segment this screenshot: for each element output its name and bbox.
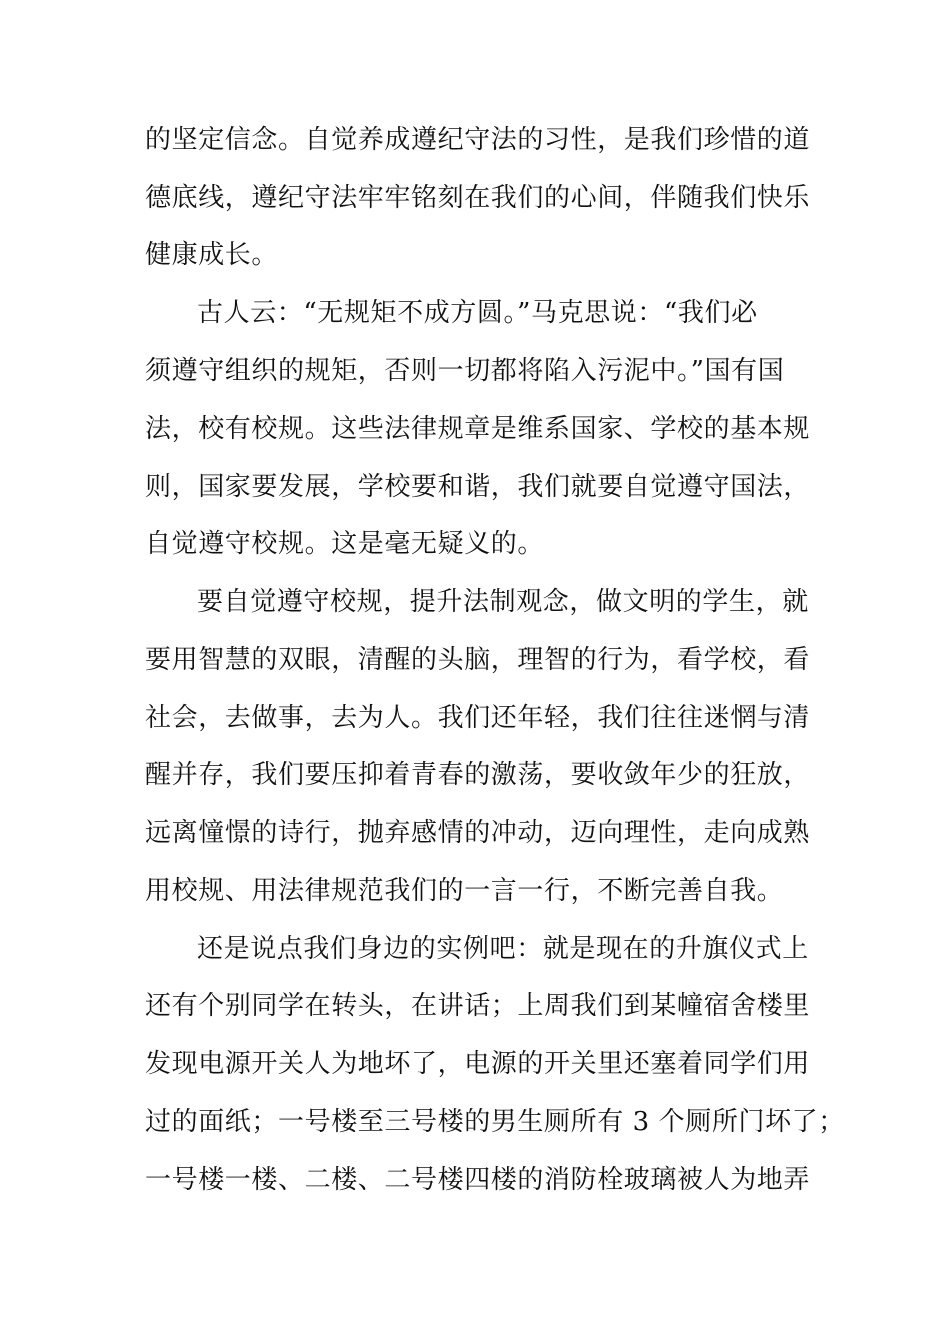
text-line: 用校规、用法律规范我们的一言一行，不断完善自我。 [145,876,784,906]
text-line: 还有个别同学在转头，在讲话；上周我们到某幢宿舍楼里 [145,991,811,1021]
text-line: 过的面纸；一号楼至三号楼的男生厕所有 3 个厕所门坏了； [145,1107,845,1137]
text-line: 要用智慧的双眼，清醒的头脑，理智的行为，看学校，看 [145,645,811,675]
text-line: 社会，去做事，去为人。我们还年轻，我们往往迷惘与清 [145,703,811,733]
paragraph-start-line: 要自觉遵守校规，提升法制观念，做文明的学生，就 [197,587,809,617]
text-line: 德底线，遵纪守法牢牢铭刻在我们的心间，伴随我们快乐 [145,183,811,213]
text-line: 自觉遵守校规。这是毫无疑义的。 [145,529,545,559]
text-line: 须遵守组织的规矩，否则一切都将陷入污泥中。”国有国 [145,356,785,386]
text-line: 的坚定信念。自觉养成遵纪守法的习性，是我们珍惜的道 [145,125,811,155]
text-line: 一号楼一楼、二楼、二号楼四楼的消防栓玻璃被人为地弄 [145,1165,811,1195]
text-line: 发现电源开关人为地坏了，电源的开关里还塞着同学们用 [145,1049,811,1079]
paragraph-start-line: 古人云：“无规矩不成方圆。”马克思说：“我们必 [197,298,758,328]
paragraph-start-line: 还是说点我们身边的实例吧：就是现在的升旗仪式上 [197,934,809,964]
text-line: 则，国家要发展，学校要和谐，我们就要自觉遵守国法， [145,472,811,502]
text-line: 醒并存，我们要压抑着青春的激荡，要收敛年少的狂放， [145,760,811,790]
text-line: 健康成长。 [145,240,279,270]
text-line: 远离憧憬的诗行，抛弃感情的冲动，迈向理性，走向成熟 [145,818,811,848]
text-line: 法，校有校规。这些法律规章是维系国家、学校的基本规 [145,414,811,444]
